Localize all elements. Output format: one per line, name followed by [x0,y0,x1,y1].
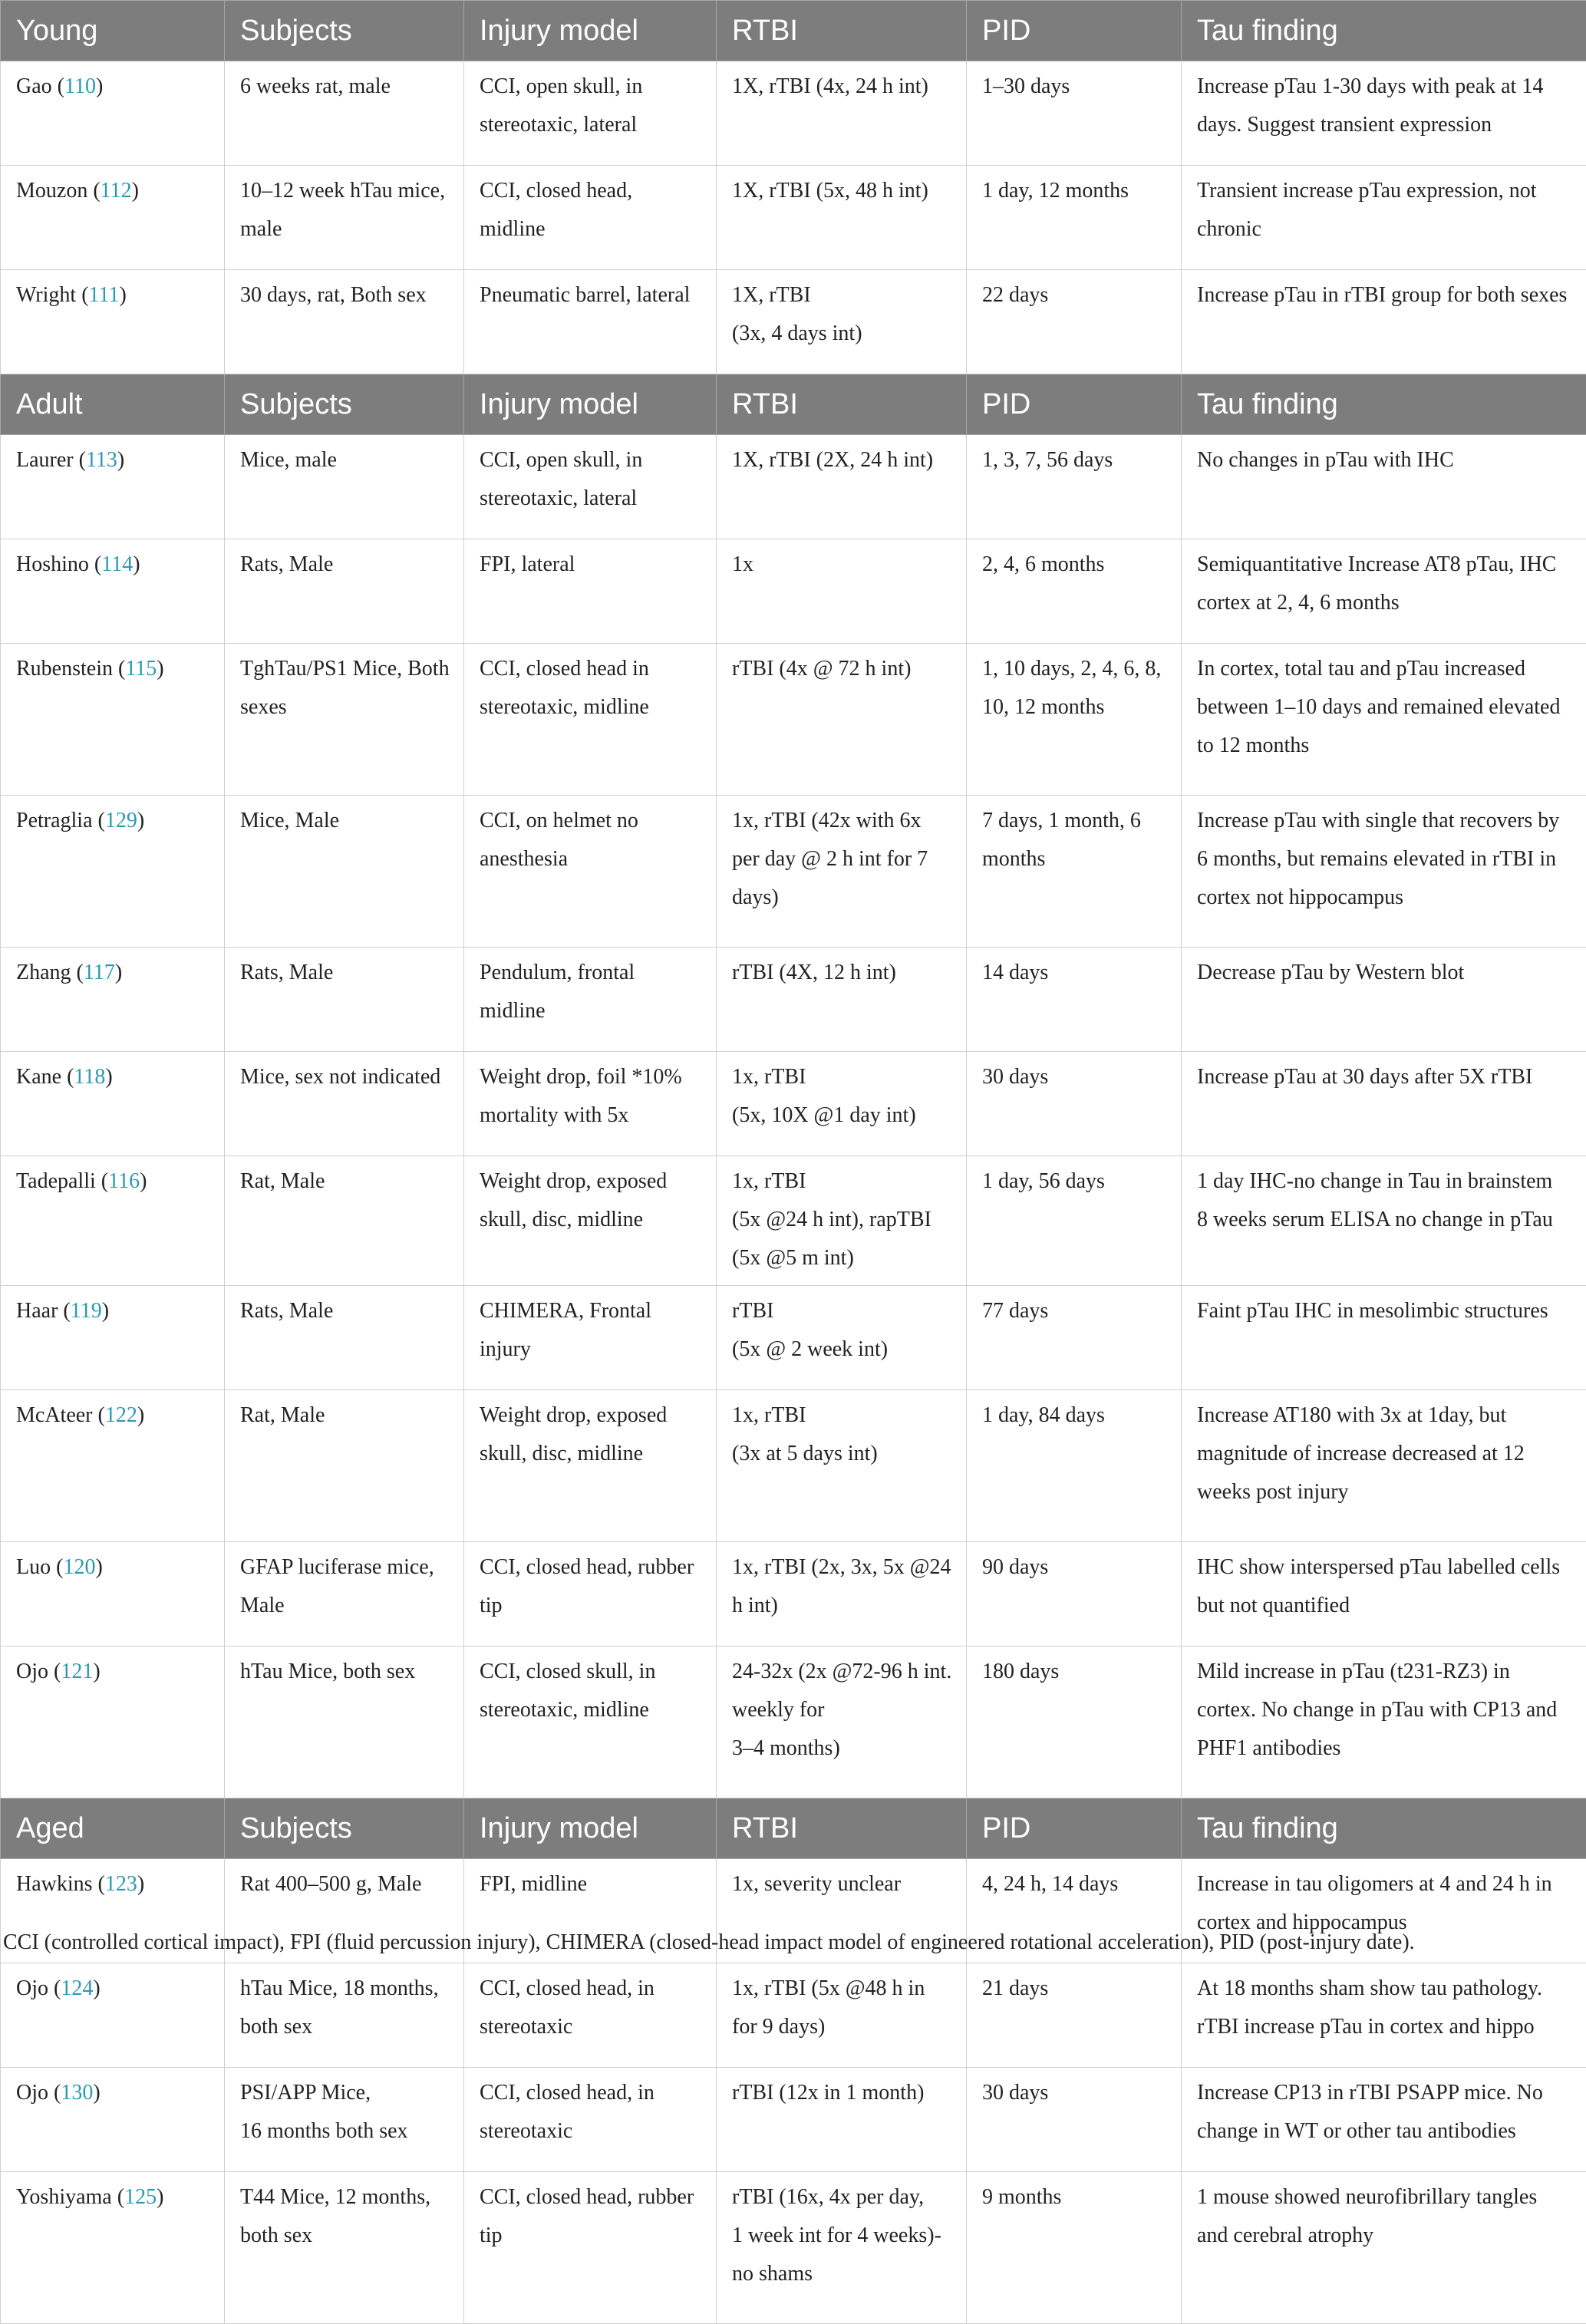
study-author: Mouzon [16,179,87,203]
pid-cell: 1, 3, 7, 56 days [967,435,1182,539]
table-footnote: CCI (controlled cortical impact), FPI (fluid percussion injury), CHIMERA (closed-head impact model of engineered rotational acceleration), PID (post-injury date). [3,1927,1584,1958]
citation-link[interactable]: 111 [89,283,120,307]
table-row [1,1963,1586,2068]
injury-model-cell: FPI, midline [464,1859,717,1963]
study-author-cell: Zhang (117) [1,948,225,1052]
study-author-cell: McAteer (122) [1,1390,225,1542]
table-row [1,1052,1586,1156]
injury-model-cell: Weight drop, exposed skull, disc, midline [464,1390,717,1542]
citation-link[interactable]: 124 [61,1976,93,2000]
tau-finding-cell: Semiquantitative Increase AT8 pTau, IHC cortex at 2, 4, 6 months [1182,539,1586,644]
tau-finding-cell: 1 mouse showed neurofibrillary tangles and cerebral atrophy [1182,2172,1586,2324]
subjects-cell: T44 Mice, 12 months, both sex [225,2172,464,2324]
injury-model-cell: CCI, closed head, midline [464,166,717,270]
tau-finding-cell: 1 day IHC-no change in Tau in brainstem 8 weeks serum ELISA no change in pTau [1182,1156,1586,1286]
pid-cell: 9 months [967,2172,1182,2324]
study-author: Hoshino [16,552,89,576]
rtbi-cell: 1X, rTBI (4x, 24 h int) [717,61,967,166]
study-author: Zhang [16,961,71,984]
pid-cell: 21 days [967,1963,1182,2068]
tau-finding-cell: Increase CP13 in rTBI PSAPP mice. No change in WT or other tau antibodies [1182,2068,1586,2172]
study-author-cell: Wright (111) [1,270,225,374]
pid-cell: 1 day, 12 months [967,166,1182,270]
injury-model-cell: CCI, closed head, in stereotaxic [464,1963,717,2068]
pid-cell: 2, 4, 6 months [967,539,1182,644]
rtbi-cell: 24-32x (2x @72-96 h int. weekly for 3–4 months) [717,1647,967,1798]
rtbi-cell: 1x, rTBI (5x @24 h int), rapTBI (5x @5 m int) [717,1156,967,1286]
tau-finding-header: Tau finding [1182,374,1586,435]
study-author-cell: Petraglia (129) [1,796,225,948]
rtbi-cell: 1x, rTBI (3x at 5 days int) [717,1390,967,1542]
pid-header: PID [967,1,1182,61]
study-author: Petraglia [16,809,93,832]
study-author-cell: Laurer (113) [1,435,225,539]
study-author-cell: Hoshino (114) [1,539,225,644]
study-author-cell: Mouzon (112) [1,166,225,270]
tau-finding-cell: In cortex, total tau and pTau increased between 1–10 days and remained elevated to 12 months [1182,644,1586,796]
table-row [1,1156,1586,1286]
subjects-cell: PSI/APP Mice, 16 months both sex [225,2068,464,2172]
subjects-cell: Mice, sex not indicated [225,1052,464,1156]
table-row [1,539,1586,644]
injury-model-header: Injury model [464,374,717,435]
pid-cell: 30 days [967,1052,1182,1156]
injury-model-cell: Weight drop, foil *10% mortality with 5x [464,1052,717,1156]
subjects-cell: Rat, Male [225,1390,464,1542]
pid-cell: 22 days [967,270,1182,374]
citation-link[interactable]: 110 [64,74,96,98]
subjects-cell: Mice, male [225,435,464,539]
injury-model-cell: CCI, closed head, rubber tip [464,2172,717,2324]
subjects-header: Subjects [225,374,464,435]
rtbi-cell: 1x [717,539,967,644]
rtbi-cell: rTBI (4X, 12 h int) [717,948,967,1052]
injury-model-cell: Pneumatic barrel, lateral [464,270,717,374]
citation-link[interactable]: 121 [61,1660,93,1683]
tau-finding-cell: At 18 months sham show tau pathology. rTBI increase pTau in cortex and hippo [1182,1963,1586,2068]
table-row [1,270,1586,374]
study-author-cell: Yoshiyama (125) [1,2172,225,2324]
citation-link[interactable]: 117 [84,961,115,984]
study-author-cell: Tadepalli (116) [1,1156,225,1286]
tau-finding-cell: Decrease pTau by Western blot [1182,948,1586,1052]
injury-model-cell: CCI, on helmet no anesthesia [464,796,717,948]
pid-cell: 90 days [967,1542,1182,1647]
table-row [1,2068,1586,2172]
citation-link[interactable]: 112 [101,179,132,203]
study-author: Gao [16,74,52,98]
table-row [1,1647,1586,1798]
citation-link[interactable]: 125 [124,2185,157,2209]
injury-model-cell: CCI, closed head, in stereotaxic [464,2068,717,2172]
group-header: Adult [1,374,225,435]
pid-cell: 7 days, 1 month, 6 months [967,796,1182,948]
study-author-cell: Rubenstein (115) [1,644,225,796]
study-author: Luo [16,1555,51,1579]
tau-finding-cell: IHC show interspersed pTau labelled cells but not quantified [1182,1542,1586,1647]
tau-finding-cell: Increase pTau at 30 days after 5X rTBI [1182,1052,1586,1156]
subjects-cell: 10–12 week hTau mice, male [225,166,464,270]
table-row [1,166,1586,270]
rtbi-header: RTBI [717,374,967,435]
study-author: Wright [16,283,76,307]
injury-model-header: Injury model [464,1,717,61]
injury-model-cell: CCI, closed skull, in stereotaxic, midline [464,1647,717,1798]
pid-header: PID [967,1798,1182,1859]
citation-link[interactable]: 130 [61,2081,93,2105]
pid-cell: 14 days [967,948,1182,1052]
group-header: Young [1,1,225,61]
pid-cell: 4, 24 h, 14 days [967,1859,1182,1963]
rtbi-cell: rTBI (4x @ 72 h int) [717,644,967,796]
study-author-cell: Kane (118) [1,1052,225,1156]
tau-finding-cell: Transient increase pTau expression, not chronic [1182,166,1586,270]
subjects-header: Subjects [225,1798,464,1859]
table-row [1,1286,1586,1390]
rtbi-cell: rTBI (12x in 1 month) [717,2068,967,2172]
subjects-cell: GFAP luciferase mice, Male [225,1542,464,1647]
pid-cell: 1–30 days [967,61,1182,166]
table-row [1,1390,1586,1542]
subjects-cell: 30 days, rat, Both sex [225,270,464,374]
study-author: Kane [16,1065,61,1089]
table-row [1,796,1586,948]
citation-link[interactable]: 122 [105,1403,137,1427]
table-row [1,1542,1586,1647]
group-header: Aged [1,1798,225,1859]
rtbi-cell: 1X, rTBI (3x, 4 days int) [717,270,967,374]
table-row [1,61,1586,166]
subjects-cell: Rats, Male [225,1286,464,1390]
rtbi-cell: 1X, rTBI (5x, 48 h int) [717,166,967,270]
subjects-cell: TghTau/PS1 Mice, Both sexes [225,644,464,796]
table-row [1,644,1586,796]
rtbi-cell: rTBI (5x @ 2 week int) [717,1286,967,1390]
study-author: Hawkins [16,1872,93,1896]
injury-model-cell: Pendulum, frontal midline [464,948,717,1052]
tau-finding-header: Tau finding [1182,1,1586,61]
rtbi-cell: rTBI (16x, 4x per day, 1 week int for 4 weeks)- no shams [717,2172,967,2324]
subjects-cell: hTau Mice, both sex [225,1647,464,1798]
tau-finding-cell: Increase in tau oligomers at 4 and 24 h in cortex and hippocampus [1182,1859,1586,1963]
injury-model-cell: CCI, open skull, in stereotaxic, lateral [464,435,717,539]
tau-finding-cell: Increase pTau in rTBI group for both sexes [1182,270,1586,374]
tau-finding-cell: Increase pTau with single that recovers by 6 months, but remains elevated in rTBI in cortex not hippocampus [1182,796,1586,948]
study-author: Ojo [16,1660,48,1683]
table-row [1,2172,1586,2324]
rtbi-cell: 1x, rTBI (5x @48 h in for 9 days) [717,1963,967,2068]
rtbi-cell: 1X, rTBI (2X, 24 h int) [717,435,967,539]
table-row [1,435,1586,539]
studies-table-body [1,1,1586,2324]
tau-finding-cell: No changes in pTau with IHC [1182,435,1586,539]
table-row [1,948,1586,1052]
injury-model-cell: CCI, open skull, in stereotaxic, lateral [464,61,717,166]
section-header-row [1,374,1586,435]
tau-finding-cell: Faint pTau IHC in mesolimbic structures [1182,1286,1586,1390]
citation-link[interactable]: 123 [105,1872,137,1896]
subjects-cell: Rats, Male [225,948,464,1052]
tau-finding-cell: Increase AT180 with 3x at 1day, but magnitude of increase decreased at 12 weeks post injury [1182,1390,1586,1542]
citation-link[interactable]: 113 [86,448,117,472]
pid-cell: 180 days [967,1647,1182,1798]
subjects-cell: hTau Mice, 18 months, both sex [225,1963,464,2068]
subjects-cell: 6 weeks rat, male [225,61,464,166]
study-author-cell: Luo (120) [1,1542,225,1647]
injury-model-cell: CCI, closed head in stereotaxic, midline [464,644,717,796]
study-author: Laurer [16,448,74,472]
rtbi-header: RTBI [717,1798,967,1859]
study-author-cell: Ojo (124) [1,1963,225,2068]
pid-cell: 30 days [967,2068,1182,2172]
tau-finding-header: Tau finding [1182,1798,1586,1859]
pid-cell: 1 day, 56 days [967,1156,1182,1286]
rtbi-cell: 1x, severity unclear [717,1859,967,1963]
study-author: Haar [16,1299,58,1323]
pid-cell: 1 day, 84 days [967,1390,1182,1542]
subjects-cell: Rat, Male [225,1156,464,1286]
tau-finding-cell: Mild increase in pTau (t231-RZ3) in cortex. No change in pTau with CP13 and PHF1 antibodies [1182,1647,1586,1798]
section-header-row [1,1,1586,61]
citation-link[interactable]: 116 [108,1169,140,1193]
citation-link[interactable]: 120 [63,1555,95,1579]
tau-finding-cell: Increase pTau 1-30 days with peak at 14 days. Suggest transient expression [1182,61,1586,166]
subjects-cell: Mice, Male [225,796,464,948]
citation-link[interactable]: 118 [74,1065,105,1089]
subjects-cell: Rats, Male [225,539,464,644]
section-header-row [1,1798,1586,1859]
citation-link[interactable]: 114 [101,552,133,576]
citation-link[interactable]: 119 [71,1299,102,1323]
study-author: Tadepalli [16,1169,96,1193]
study-author: Yoshiyama [16,2185,112,2209]
pid-header: PID [967,374,1182,435]
study-author: Ojo [16,2081,48,2105]
study-author-cell: Gao (110) [1,61,225,166]
subjects-header: Subjects [225,1,464,61]
subjects-cell: Rat 400–500 g, Male [225,1859,464,1963]
rtbi-cell: 1x, rTBI (2x, 3x, 5x @24 h int) [717,1542,967,1647]
study-author-cell: Ojo (130) [1,2068,225,2172]
study-author: Ojo [16,1976,48,2000]
injury-model-cell: Weight drop, exposed skull, disc, midline [464,1156,717,1286]
citation-link[interactable]: 129 [105,809,137,832]
citation-link[interactable]: 115 [125,657,157,681]
injury-model-header: Injury model [464,1798,717,1859]
rtbi-cell: 1x, rTBI (42x with 6x per day @ 2 h int for 7 days) [717,796,967,948]
study-author-cell: Hawkins (123) [1,1859,225,1963]
rtbi-cell: 1x, rTBI (5x, 10X @1 day int) [717,1052,967,1156]
injury-model-cell: CHIMERA, Frontal injury [464,1286,717,1390]
study-author: Rubenstein [16,657,113,681]
injury-model-cell: FPI, lateral [464,539,717,644]
injury-model-cell: CCI, closed head, rubber tip [464,1542,717,1647]
pid-cell: 1, 10 days, 2, 4, 6, 8, 10, 12 months [967,644,1182,796]
study-author-cell: Ojo (121) [1,1647,225,1798]
rtbi-header: RTBI [717,1,967,61]
pid-cell: 77 days [967,1286,1182,1390]
study-author: McAteer [16,1403,93,1427]
study-author-cell: Haar (119) [1,1286,225,1390]
